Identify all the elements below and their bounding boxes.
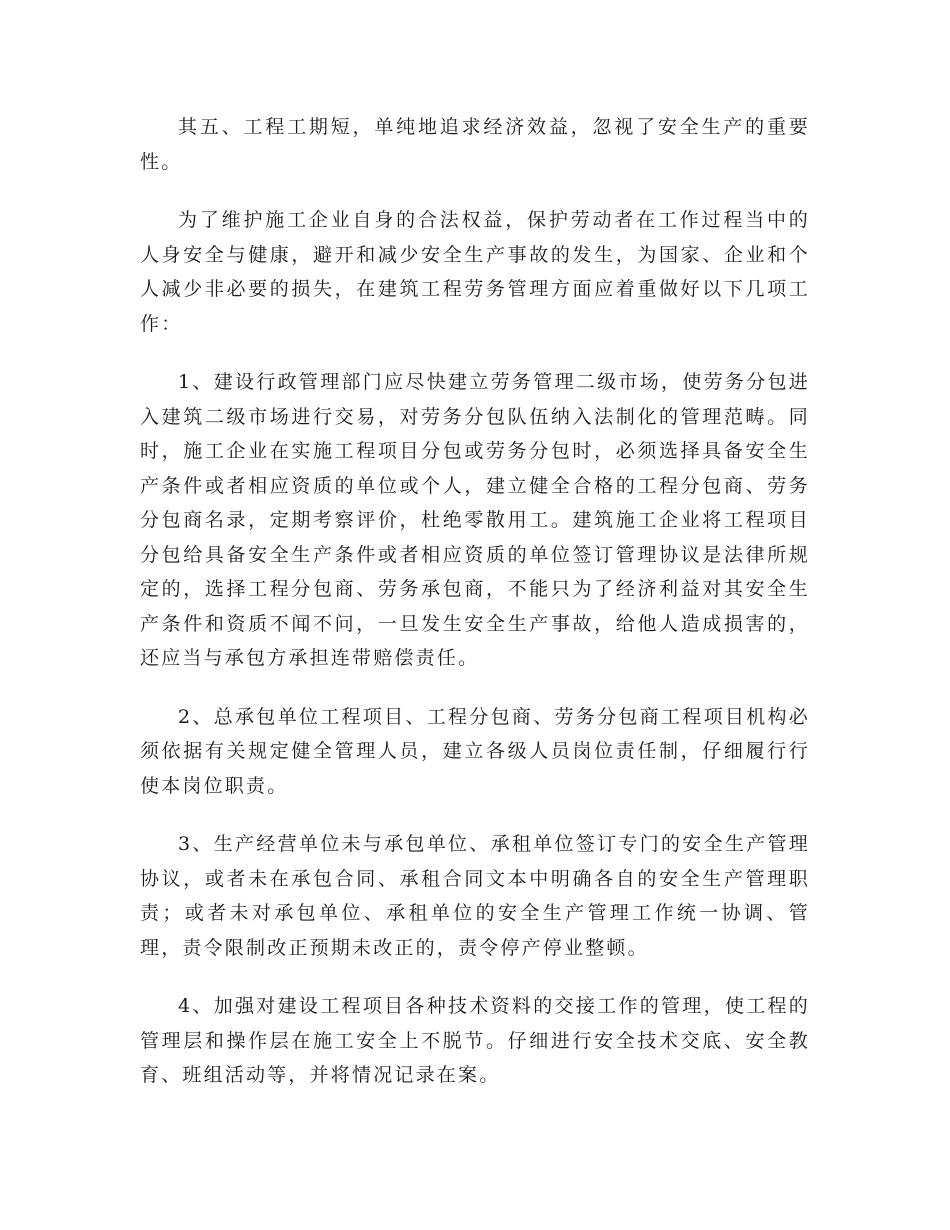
paragraph-point-3: 3、生产经营单位未与承包单位、承租单位签订专门的安全生产管理协议，或者未在承包合同、承租合同文本中明确各自的安全生产管理职责；或者未对承包单位、承租单位的安全生产管理工作统一协调、管理，责令限制改正预期未改正的，责令停产停业整顿。: [140, 833, 810, 959]
paragraph-point-2: 2、总承包单位工程项目、工程分包商、劳务分包商工程项目机构必须依据有关规定健全管理人员，建立各级人员岗位责任制，仔细履行行使本岗位职责。: [140, 705, 810, 797]
paragraph-point-4: 4、加强对建设工程项目各种技术资料的交接工作的管理，使工程的管理层和操作层在施工安全上不脱节。仔细进行安全技术交底、安全教育、班组活动等，并将情况记录在案。: [140, 995, 810, 1086]
paragraph-point-1: 1、建设行政管理部门应尽快建立劳务管理二级市场，使劳务分包进入建筑二级市场进行交易，对劳务分包队伍纳入法制化的管理范畴。同时，施工企业在实施工程项目分包或劳务分包时，必须选择具备安全生产条件或者相应资质的单位或个人，建立健全合格的工程分包商、劳务分包商名录，定期考察评价，杜绝零散用工。建筑施工企业将工程项目分包给具备安全生产条件或者相应资质的单位签订管理协议是法律所规定的，选择工程分包商、劳务承包商，不能只为了经济利益对其安全生产条件和资质不闻不问，一旦发生安全生产事故，给他人造成损害的，还应当与承包方承担连带赔偿责任。: [140, 371, 810, 669]
paragraph-item-5-short-schedule: 其五、工程工期短，单纯地追求经济效益，忽视了安全生产的重要性。: [140, 116, 810, 173]
paragraph-intro-work-items: 为了维护施工企业自身的合法权益，保护劳动者在工作过程当中的人身安全与健康，避开和减少安全生产事故的发生，为国家、企业和个人减少非必要的损失，在建筑工程劳务管理方面应着重做好以下几项工作：: [140, 209, 810, 335]
